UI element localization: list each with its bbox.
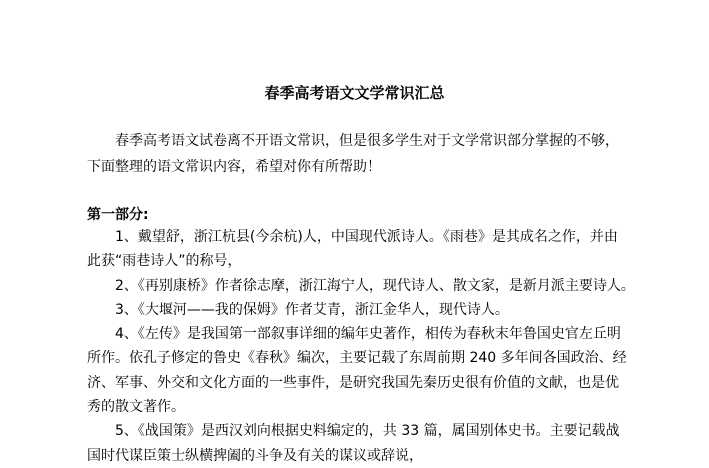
intro-paragraph [87, 128, 627, 180]
section-items [87, 225, 635, 468]
list-item [87, 322, 627, 419]
item-line: 3、《大堰河——我的保姆》作者艾青，浙江金华人，现代诗人。 [115, 301, 509, 318]
item-line: 所作。依孔子修定的鲁史《春秋》编次，主要记载了东周前期 240 多年间各国政治、经 [87, 350, 627, 367]
item-line: 2、《再别康桥》作者徐志摩，浙江海宁人，现代诗人、散文家，是新月派主要诗人。 [115, 277, 635, 294]
item-line: 1、戴望舒，浙江杭县(今余杭)人，中国现代派诗人。《雨巷》是其成名之作，并由 [115, 229, 618, 245]
document-title: 春季高考语文文学常识汇总 [264, 84, 445, 102]
item-line: 5、《战国策》是西汉刘向根据史料编定的，共 33 篇，属国别体史书。主要记载战 [115, 423, 620, 440]
intro-line: 下面整理的语文常识内容，希望对你有所帮助！ [87, 159, 381, 175]
item-line: 此获“雨巷诗人”的称号， [87, 253, 242, 270]
intro-line: 春季高考语文试卷离不开语文常识，但是很多学生对于文学常识部分掌握的不够， [115, 133, 619, 149]
list-item [87, 298, 627, 322]
section-heading: 第一部分: [87, 207, 149, 223]
list-item [87, 225, 627, 274]
list-item [87, 274, 635, 298]
item-line: 4、《左传》是我国第一部叙事详细的编年史著作，相传为春秋末年鲁国史官左丘明 [115, 326, 621, 343]
item-line: 济、军事、外交和文化方面的一些事件，是研究我国先秦历史很有价值的文献，也是优 [87, 374, 619, 391]
item-line: 国时代谋臣策士纵横捭阖的斗争及有关的谋议或辞说， [87, 447, 423, 464]
list-item [87, 419, 627, 468]
item-line: 秀的散文著作。 [87, 399, 185, 416]
